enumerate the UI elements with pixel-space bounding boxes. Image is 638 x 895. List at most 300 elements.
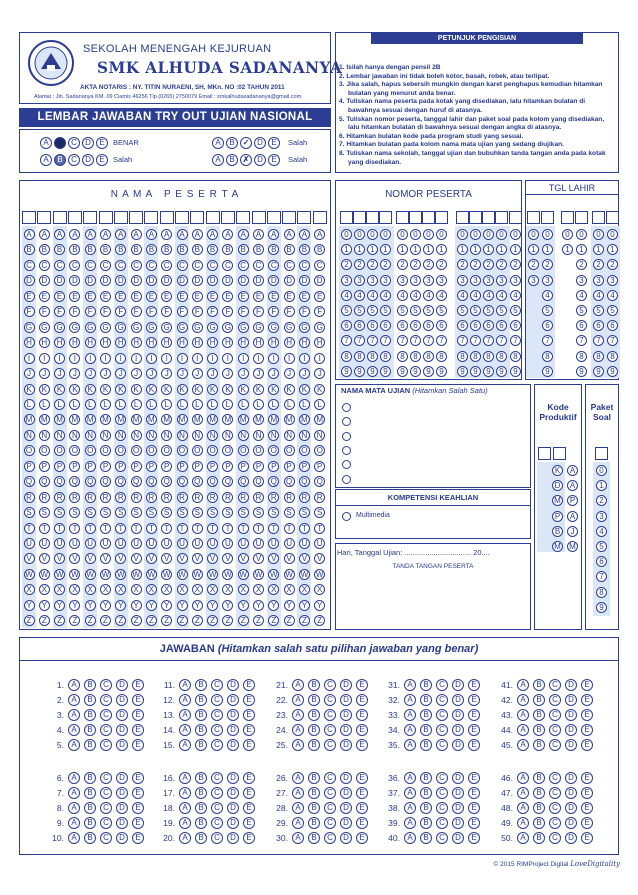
name-bubble-d[interactable]: D [314, 275, 325, 286]
answer-bubble-a[interactable]: A [179, 787, 191, 799]
name-bubble-s[interactable]: S [146, 507, 157, 518]
answer-bubble-a[interactable]: A [517, 832, 529, 844]
name-bubble-l[interactable]: L [284, 399, 295, 410]
answer-bubble-b[interactable]: B [533, 817, 545, 829]
answer-bubble-a[interactable]: A [404, 787, 416, 799]
name-bubble-l[interactable]: L [39, 399, 50, 410]
name-bubble-z[interactable]: Z [69, 615, 80, 626]
name-bubble-j[interactable]: J [222, 368, 233, 379]
name-bubble-b[interactable]: B [85, 244, 96, 255]
name-bubble-r[interactable]: R [115, 492, 126, 503]
name-bubble-c[interactable]: C [161, 260, 172, 271]
name-bubble-m[interactable]: M [146, 414, 157, 425]
answer-bubble-c[interactable]: C [100, 739, 112, 751]
answer-bubble-a[interactable]: A [292, 817, 304, 829]
kode-bubble[interactable]: A [567, 465, 578, 476]
nomor-bubble-5[interactable]: 5 [367, 305, 378, 316]
answer-bubble-a[interactable]: A [68, 832, 80, 844]
answer-bubble-a[interactable]: A [404, 802, 416, 814]
answer-bubble-e[interactable]: E [243, 817, 255, 829]
name-bubble-m[interactable]: M [314, 414, 325, 425]
nomor-bubble-9[interactable]: 9 [354, 366, 365, 377]
name-bubble-q[interactable]: Q [69, 476, 80, 487]
answer-bubble-e[interactable]: E [356, 724, 368, 736]
answer-bubble-d[interactable]: D [565, 817, 577, 829]
name-bubble-p[interactable]: P [115, 461, 126, 472]
answer-bubble-b[interactable]: B [308, 832, 320, 844]
name-bubble-a[interactable]: A [161, 229, 172, 240]
name-char-box[interactable] [175, 211, 189, 224]
name-bubble-b[interactable]: B [253, 244, 264, 255]
name-bubble-n[interactable]: N [253, 430, 264, 441]
answer-bubble-e[interactable]: E [356, 817, 368, 829]
name-bubble-l[interactable]: L [192, 399, 203, 410]
name-bubble-v[interactable]: V [177, 553, 188, 564]
nomor-bubble-9[interactable]: 9 [397, 366, 408, 377]
tgl-bubble-5[interactable]: 5 [542, 305, 553, 316]
answer-bubble-d[interactable]: D [227, 709, 239, 721]
kode-char-box[interactable] [538, 447, 551, 460]
name-bubble-p[interactable]: P [207, 461, 218, 472]
nomor-bubble-4[interactable]: 4 [354, 290, 365, 301]
name-bubble-l[interactable]: L [85, 399, 96, 410]
tgl-bubble-0[interactable]: 0 [607, 229, 618, 240]
name-bubble-d[interactable]: D [115, 275, 126, 286]
answer-bubble-c[interactable]: C [211, 787, 223, 799]
answer-bubble-d[interactable]: D [452, 817, 464, 829]
name-bubble-v[interactable]: V [24, 553, 35, 564]
name-bubble-q[interactable]: Q [54, 476, 65, 487]
answer-bubble-d[interactable]: D [452, 679, 464, 691]
name-bubble-m[interactable]: M [131, 414, 142, 425]
name-bubble-d[interactable]: D [284, 275, 295, 286]
name-bubble-e[interactable]: E [69, 291, 80, 302]
name-bubble-b[interactable]: B [24, 244, 35, 255]
answer-bubble-d[interactable]: D [452, 772, 464, 784]
name-bubble-b[interactable]: B [268, 244, 279, 255]
answer-bubble-e[interactable]: E [581, 787, 593, 799]
name-bubble-h[interactable]: H [24, 337, 35, 348]
name-bubble-l[interactable]: L [238, 399, 249, 410]
answer-bubble-b[interactable]: B [308, 739, 320, 751]
mata-ujian-radio[interactable] [342, 446, 351, 455]
name-bubble-y[interactable]: Y [253, 600, 264, 611]
nomor-bubble-9[interactable]: 9 [470, 366, 481, 377]
name-bubble-g[interactable]: G [177, 322, 188, 333]
nomor-bubble-5[interactable]: 5 [423, 305, 434, 316]
name-bubble-c[interactable]: C [314, 260, 325, 271]
nomor-bubble-5[interactable]: 5 [397, 305, 408, 316]
name-bubble-t[interactable]: T [314, 523, 325, 534]
answer-bubble-a[interactable]: A [68, 772, 80, 784]
nomor-bubble-9[interactable]: 9 [367, 366, 378, 377]
name-bubble-p[interactable]: P [131, 461, 142, 472]
nomor-bubble-6[interactable]: 6 [380, 320, 391, 331]
answer-bubble-b[interactable]: B [195, 679, 207, 691]
name-bubble-f[interactable]: F [146, 306, 157, 317]
name-bubble-u[interactable]: U [161, 538, 172, 549]
name-bubble-h[interactable]: H [299, 337, 310, 348]
name-bubble-z[interactable]: Z [238, 615, 249, 626]
nomor-bubble-4[interactable]: 4 [470, 290, 481, 301]
answer-bubble-c[interactable]: C [324, 679, 336, 691]
name-bubble-g[interactable]: G [253, 322, 264, 333]
name-bubble-z[interactable]: Z [314, 615, 325, 626]
name-bubble-t[interactable]: T [69, 523, 80, 534]
answer-bubble-c[interactable]: C [549, 772, 561, 784]
name-bubble-m[interactable]: M [115, 414, 126, 425]
name-bubble-t[interactable]: T [177, 523, 188, 534]
name-char-box[interactable] [160, 211, 174, 224]
name-bubble-m[interactable]: M [85, 414, 96, 425]
nomor-bubble-8[interactable]: 8 [457, 351, 468, 362]
answer-bubble-c[interactable]: C [324, 787, 336, 799]
answer-bubble-d[interactable]: D [340, 739, 352, 751]
nomor-bubble-1[interactable]: 1 [470, 244, 481, 255]
name-bubble-w[interactable]: W [178, 569, 186, 579]
answer-bubble-e[interactable]: E [243, 709, 255, 721]
nomor-bubble-0[interactable]: 0 [436, 229, 447, 240]
paket-bubble-2[interactable]: 2 [596, 495, 607, 506]
answer-bubble-c[interactable]: C [324, 694, 336, 706]
tgl-bubble-1[interactable]: 1 [562, 244, 573, 255]
nomor-bubble-1[interactable]: 1 [341, 244, 352, 255]
name-bubble-p[interactable]: P [100, 461, 111, 472]
name-bubble-m[interactable]: M [100, 414, 111, 425]
answer-bubble-a[interactable]: A [179, 802, 191, 814]
name-bubble-x[interactable]: X [115, 584, 126, 595]
name-bubble-m[interactable]: M [222, 414, 233, 425]
name-bubble-c[interactable]: C [146, 260, 157, 271]
tgl-bubble-9[interactable]: 9 [593, 366, 604, 377]
name-bubble-l[interactable]: L [222, 399, 233, 410]
name-bubble-s[interactable]: S [24, 507, 35, 518]
nomor-bubble-5[interactable]: 5 [510, 305, 521, 316]
tgl-bubble-2[interactable]: 2 [593, 259, 604, 270]
name-bubble-x[interactable]: X [268, 584, 279, 595]
name-bubble-a[interactable]: A [146, 229, 157, 240]
name-bubble-e[interactable]: E [238, 291, 249, 302]
answer-bubble-a[interactable]: A [292, 739, 304, 751]
name-bubble-h[interactable]: H [69, 337, 80, 348]
nomor-bubble-5[interactable]: 5 [457, 305, 468, 316]
name-bubble-r[interactable]: R [39, 492, 50, 503]
name-char-box[interactable] [53, 211, 67, 224]
answer-bubble-b[interactable]: B [308, 787, 320, 799]
nomor-bubble-6[interactable]: 6 [410, 320, 421, 331]
name-bubble-h[interactable]: H [207, 337, 218, 348]
name-bubble-f[interactable]: F [299, 306, 310, 317]
name-bubble-b[interactable]: B [69, 244, 80, 255]
name-bubble-y[interactable]: Y [24, 600, 35, 611]
name-bubble-g[interactable]: G [39, 322, 50, 333]
name-bubble-c[interactable]: C [177, 260, 188, 271]
answer-bubble-e[interactable]: E [356, 694, 368, 706]
nomor-bubble-2[interactable]: 2 [423, 259, 434, 270]
name-bubble-r[interactable]: R [253, 492, 264, 503]
name-bubble-n[interactable]: N [268, 430, 279, 441]
name-bubble-b[interactable]: B [222, 244, 233, 255]
name-bubble-r[interactable]: R [192, 492, 203, 503]
answer-bubble-b[interactable]: B [195, 817, 207, 829]
answer-bubble-d[interactable]: D [227, 817, 239, 829]
nomor-bubble-1[interactable]: 1 [380, 244, 391, 255]
tgl-bubble-8[interactable]: 8 [576, 351, 587, 362]
nomor-char-box[interactable] [469, 211, 482, 224]
answer-bubble-e[interactable]: E [581, 694, 593, 706]
nomor-char-box[interactable] [495, 211, 508, 224]
name-bubble-l[interactable]: L [314, 399, 325, 410]
nomor-bubble-0[interactable]: 0 [470, 229, 481, 240]
paket-bubble-1[interactable]: 1 [596, 480, 607, 491]
nomor-bubble-7[interactable]: 7 [457, 335, 468, 346]
name-bubble-v[interactable]: V [253, 553, 264, 564]
answer-bubble-d[interactable]: D [227, 739, 239, 751]
nomor-bubble-9[interactable]: 9 [457, 366, 468, 377]
nomor-bubble-1[interactable]: 1 [436, 244, 447, 255]
name-bubble-p[interactable]: P [253, 461, 264, 472]
nomor-bubble-5[interactable]: 5 [380, 305, 391, 316]
name-bubble-v[interactable]: V [192, 553, 203, 564]
name-bubble-d[interactable]: D [161, 275, 172, 286]
answer-bubble-a[interactable]: A [292, 709, 304, 721]
name-bubble-p[interactable]: P [69, 461, 80, 472]
nomor-bubble-6[interactable]: 6 [496, 320, 507, 331]
name-bubble-y[interactable]: Y [85, 600, 96, 611]
answer-bubble-c[interactable]: C [549, 724, 561, 736]
nomor-bubble-4[interactable]: 4 [496, 290, 507, 301]
answer-bubble-e[interactable]: E [356, 739, 368, 751]
tgl-char-box[interactable] [527, 211, 540, 224]
name-bubble-j[interactable]: J [207, 368, 218, 379]
name-bubble-x[interactable]: X [314, 584, 325, 595]
answer-bubble-d[interactable]: D [227, 832, 239, 844]
nomor-bubble-2[interactable]: 2 [436, 259, 447, 270]
name-bubble-h[interactable]: H [314, 337, 325, 348]
name-bubble-d[interactable]: D [54, 275, 65, 286]
answer-bubble-a[interactable]: A [179, 817, 191, 829]
tgl-bubble-1[interactable]: 1 [607, 244, 618, 255]
name-bubble-d[interactable]: D [177, 275, 188, 286]
name-bubble-y[interactable]: Y [268, 600, 279, 611]
name-bubble-m[interactable]: M [253, 414, 264, 425]
name-bubble-q[interactable]: Q [299, 476, 310, 487]
tgl-bubble-5[interactable]: 5 [576, 305, 587, 316]
name-bubble-u[interactable]: U [222, 538, 233, 549]
answer-bubble-c[interactable]: C [100, 802, 112, 814]
name-bubble-i[interactable]: I [253, 353, 264, 364]
nomor-bubble-3[interactable]: 3 [397, 275, 408, 286]
nomor-bubble-4[interactable]: 4 [410, 290, 421, 301]
name-bubble-m[interactable]: M [177, 414, 188, 425]
kode-bubble[interactable]: M [552, 495, 563, 506]
name-bubble-e[interactable]: E [131, 291, 142, 302]
name-bubble-y[interactable]: Y [177, 600, 188, 611]
name-bubble-b[interactable]: B [131, 244, 142, 255]
answer-bubble-b[interactable]: B [195, 832, 207, 844]
name-bubble-l[interactable]: L [253, 399, 264, 410]
nomor-bubble-8[interactable]: 8 [483, 351, 494, 362]
answer-bubble-a[interactable]: A [179, 724, 191, 736]
answer-bubble-c[interactable]: C [436, 739, 448, 751]
name-bubble-o[interactable]: O [69, 445, 80, 456]
name-bubble-f[interactable]: F [284, 306, 295, 317]
name-bubble-g[interactable]: G [161, 322, 172, 333]
name-bubble-k[interactable]: K [314, 384, 325, 395]
name-bubble-n[interactable]: N [100, 430, 111, 441]
answer-bubble-b[interactable]: B [420, 694, 432, 706]
name-bubble-i[interactable]: I [299, 353, 310, 364]
nomor-bubble-8[interactable]: 8 [510, 351, 521, 362]
name-bubble-d[interactable]: D [299, 275, 310, 286]
name-bubble-c[interactable]: C [284, 260, 295, 271]
tgl-char-box[interactable] [575, 211, 588, 224]
tgl-bubble-3[interactable]: 3 [542, 275, 553, 286]
name-bubble-q[interactable]: Q [238, 476, 249, 487]
kompetensi-radio-multimedia[interactable] [342, 512, 351, 521]
name-bubble-r[interactable]: R [54, 492, 65, 503]
answer-bubble-e[interactable]: E [581, 679, 593, 691]
name-bubble-y[interactable]: Y [161, 600, 172, 611]
answer-bubble-e[interactable]: E [468, 739, 480, 751]
mata-ujian-radio[interactable] [342, 403, 351, 412]
tgl-bubble-8[interactable]: 8 [607, 351, 618, 362]
name-bubble-x[interactable]: X [299, 584, 310, 595]
name-bubble-f[interactable]: F [131, 306, 142, 317]
name-bubble-k[interactable]: K [54, 384, 65, 395]
answer-bubble-a[interactable]: A [68, 817, 80, 829]
name-bubble-x[interactable]: X [100, 584, 111, 595]
nomor-bubble-7[interactable]: 7 [496, 335, 507, 346]
nomor-char-box[interactable] [353, 211, 366, 224]
answer-bubble-d[interactable]: D [116, 739, 128, 751]
name-bubble-r[interactable]: R [131, 492, 142, 503]
name-bubble-u[interactable]: U [100, 538, 111, 549]
name-bubble-u[interactable]: U [268, 538, 279, 549]
name-bubble-z[interactable]: Z [85, 615, 96, 626]
name-bubble-i[interactable]: I [54, 353, 65, 364]
nomor-bubble-1[interactable]: 1 [354, 244, 365, 255]
answer-bubble-b[interactable]: B [84, 772, 96, 784]
name-bubble-e[interactable]: E [284, 291, 295, 302]
name-bubble-w[interactable]: W [285, 569, 293, 579]
nomor-bubble-0[interactable]: 0 [496, 229, 507, 240]
name-bubble-x[interactable]: X [192, 584, 203, 595]
name-bubble-v[interactable]: V [314, 553, 325, 564]
name-bubble-s[interactable]: S [131, 507, 142, 518]
answer-bubble-c[interactable]: C [211, 802, 223, 814]
name-bubble-u[interactable]: U [207, 538, 218, 549]
name-bubble-e[interactable]: E [177, 291, 188, 302]
tgl-char-box[interactable] [592, 211, 605, 224]
name-bubble-h[interactable]: H [115, 337, 126, 348]
name-bubble-l[interactable]: L [24, 399, 35, 410]
name-bubble-r[interactable]: R [85, 492, 96, 503]
name-bubble-e[interactable]: E [39, 291, 50, 302]
nomor-bubble-2[interactable]: 2 [496, 259, 507, 270]
tgl-bubble-5[interactable]: 5 [607, 305, 618, 316]
name-bubble-z[interactable]: Z [207, 615, 218, 626]
kode-bubble[interactable]: K [552, 465, 563, 476]
name-bubble-p[interactable]: P [161, 461, 172, 472]
name-bubble-b[interactable]: B [299, 244, 310, 255]
answer-bubble-d[interactable]: D [227, 802, 239, 814]
name-bubble-y[interactable]: Y [100, 600, 111, 611]
answer-bubble-e[interactable]: E [132, 802, 144, 814]
answer-bubble-c[interactable]: C [324, 724, 336, 736]
answer-bubble-a[interactable]: A [517, 787, 529, 799]
name-bubble-b[interactable]: B [314, 244, 325, 255]
name-bubble-j[interactable]: J [24, 368, 35, 379]
answer-bubble-c[interactable]: C [549, 832, 561, 844]
name-bubble-r[interactable]: R [207, 492, 218, 503]
nomor-bubble-8[interactable]: 8 [380, 351, 391, 362]
name-bubble-x[interactable]: X [85, 584, 96, 595]
name-bubble-o[interactable]: O [238, 445, 249, 456]
nomor-bubble-2[interactable]: 2 [367, 259, 378, 270]
name-bubble-e[interactable]: E [192, 291, 203, 302]
answer-bubble-d[interactable]: D [565, 739, 577, 751]
answer-bubble-b[interactable]: B [84, 817, 96, 829]
name-bubble-z[interactable]: Z [24, 615, 35, 626]
name-bubble-x[interactable]: X [146, 584, 157, 595]
nomor-bubble-9[interactable]: 9 [496, 366, 507, 377]
answer-bubble-c[interactable]: C [436, 802, 448, 814]
name-bubble-p[interactable]: P [222, 461, 233, 472]
name-bubble-f[interactable]: F [39, 306, 50, 317]
answer-bubble-b[interactable]: B [84, 694, 96, 706]
name-bubble-n[interactable]: N [54, 430, 65, 441]
name-bubble-j[interactable]: J [314, 368, 325, 379]
name-bubble-v[interactable]: V [146, 553, 157, 564]
name-bubble-i[interactable]: I [146, 353, 157, 364]
name-bubble-p[interactable]: P [54, 461, 65, 472]
answer-bubble-a[interactable]: A [517, 739, 529, 751]
name-bubble-a[interactable]: A [268, 229, 279, 240]
name-bubble-k[interactable]: K [192, 384, 203, 395]
name-bubble-l[interactable]: L [177, 399, 188, 410]
tgl-bubble-6[interactable]: 6 [593, 320, 604, 331]
paket-bubble-7[interactable]: 7 [596, 571, 607, 582]
name-bubble-s[interactable]: S [192, 507, 203, 518]
answer-bubble-b[interactable]: B [84, 802, 96, 814]
kode-bubble[interactable]: A [567, 480, 578, 491]
name-bubble-t[interactable]: T [253, 523, 264, 534]
name-bubble-o[interactable]: O [85, 445, 96, 456]
name-bubble-p[interactable]: P [24, 461, 35, 472]
name-bubble-h[interactable]: H [54, 337, 65, 348]
answer-bubble-c[interactable]: C [324, 709, 336, 721]
nomor-bubble-7[interactable]: 7 [436, 335, 447, 346]
name-bubble-d[interactable]: D [238, 275, 249, 286]
answer-bubble-e[interactable]: E [356, 679, 368, 691]
name-bubble-x[interactable]: X [284, 584, 295, 595]
answer-bubble-c[interactable]: C [211, 694, 223, 706]
name-bubble-w[interactable]: W [55, 569, 64, 579]
name-bubble-y[interactable]: Y [54, 600, 65, 611]
answer-bubble-e[interactable]: E [132, 709, 144, 721]
name-bubble-e[interactable]: E [54, 291, 65, 302]
tgl-bubble-2[interactable]: 2 [576, 259, 587, 270]
name-bubble-k[interactable]: K [85, 384, 96, 395]
nomor-bubble-6[interactable]: 6 [397, 320, 408, 331]
name-bubble-d[interactable]: D [222, 275, 233, 286]
name-bubble-d[interactable]: D [85, 275, 96, 286]
name-bubble-e[interactable]: E [146, 291, 157, 302]
name-bubble-k[interactable]: K [24, 384, 35, 395]
name-bubble-v[interactable]: V [131, 553, 142, 564]
name-bubble-e[interactable]: E [222, 291, 233, 302]
